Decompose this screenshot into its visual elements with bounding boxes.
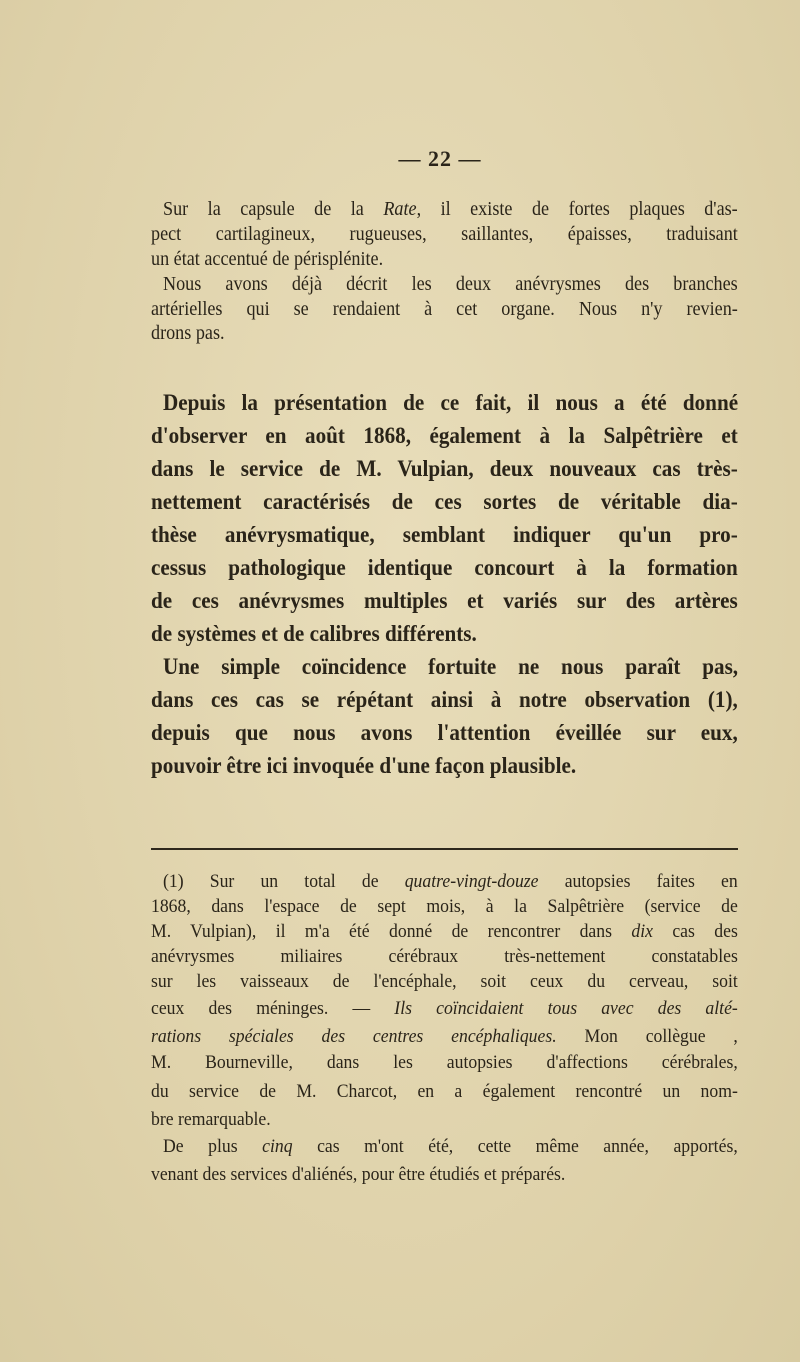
italic-text: Ils coïncidaient tous avec des alté- bbox=[394, 998, 738, 1019]
text-line bbox=[151, 249, 738, 271]
italic-text: Rate bbox=[383, 199, 417, 220]
italic-text: rations spéciales des centres encéphaliques. bbox=[151, 1026, 557, 1047]
text-run: , il existe de fortes plaques d'as- bbox=[416, 199, 738, 220]
text-run: thèse anévrysmatique, semblant indiquer qu'un pro- bbox=[151, 522, 738, 548]
text-run: drons pas. bbox=[151, 323, 225, 344]
text-line bbox=[151, 753, 738, 780]
footnote-divider bbox=[151, 848, 738, 850]
text-line bbox=[151, 1026, 738, 1048]
text-line bbox=[151, 946, 738, 968]
text-line bbox=[151, 998, 738, 1020]
text-run: bre remarquable. bbox=[151, 1109, 271, 1130]
text-run: Mon collègue , bbox=[556, 1026, 738, 1047]
text-line bbox=[151, 323, 738, 345]
text-run: Nous avons déjà décrit les deux anévrysmes des branches bbox=[163, 274, 738, 295]
text-line bbox=[151, 1109, 738, 1131]
text-line bbox=[163, 274, 738, 296]
italic-text: cinq bbox=[262, 1136, 293, 1157]
text-run: sur les vaisseaux de l'encéphale, soit ceux du cerveau, soit bbox=[151, 971, 738, 992]
text-run: venant des services d'aliénés, pour être étudiés et préparés. bbox=[151, 1164, 566, 1185]
text-run: de systèmes et de calibres différents. bbox=[151, 621, 477, 647]
text-line bbox=[151, 423, 738, 450]
text-run: Une simple coïncidence fortuite ne nous paraît pas, bbox=[163, 654, 739, 680]
text-run: d'observer en août 1868, également à la Salpêtrière et bbox=[151, 423, 738, 449]
text-run: dans le service de M. Vulpian, deux nouveaux cas très- bbox=[151, 456, 738, 482]
text-line bbox=[151, 921, 738, 943]
text-line bbox=[163, 1136, 738, 1158]
text-run: cessus pathologique identique concourt à la formation bbox=[151, 555, 738, 581]
text-line bbox=[151, 489, 738, 516]
text-run: pouvoir être ici invoquée d'une façon plausible. bbox=[151, 753, 577, 779]
text-line bbox=[163, 390, 738, 417]
text-line bbox=[151, 1052, 738, 1074]
text-run: ceux des méninges. — bbox=[151, 998, 395, 1019]
text-run: M. Vulpian), il m'a été donné de rencontrer dans bbox=[151, 921, 632, 942]
italic-text: dix bbox=[631, 921, 653, 942]
text-run: Sur la capsule de la bbox=[163, 199, 384, 220]
text-line bbox=[151, 1081, 738, 1103]
text-run: cas des bbox=[652, 921, 738, 942]
text-line bbox=[151, 522, 738, 549]
text-line bbox=[163, 654, 738, 681]
text-line bbox=[151, 456, 738, 483]
italic-text: quatre-vingt-douze bbox=[404, 871, 539, 892]
text-line bbox=[151, 1164, 738, 1186]
text-run: (1) Sur un total de bbox=[163, 871, 405, 892]
text-line bbox=[151, 224, 738, 246]
text-run: Depuis la présentation de ce fait, il nous a été donné bbox=[163, 390, 739, 416]
text-line bbox=[151, 971, 738, 993]
text-run: du service de M. Charcot, en a également rencontré un nom- bbox=[151, 1081, 738, 1102]
text-run: de ces anévrysmes multiples et variés sur des artères bbox=[151, 588, 738, 614]
text-run: anévrysmes miliaires cérébraux très-nettement constatables bbox=[151, 946, 738, 967]
text-run: autopsies faites en bbox=[538, 871, 738, 892]
text-run: De plus bbox=[163, 1136, 263, 1157]
text-line bbox=[151, 555, 738, 582]
text-run: M. Bourneville, dans les autopsies d'affections cérébrales, bbox=[151, 1052, 738, 1073]
text-run: artérielles qui se rendaient à cet organe. Nous n'y revien- bbox=[151, 299, 738, 320]
text-line bbox=[163, 871, 738, 893]
text-run: un état accentué de périsplénite. bbox=[151, 249, 384, 270]
text-line bbox=[151, 621, 738, 648]
text-run: pect cartilagineux, rugueuses, saillantes, épaisses, traduisant bbox=[151, 224, 738, 245]
text-line bbox=[151, 299, 738, 321]
text-run: 1868, dans l'espace de sept mois, à la Salpêtrière (service de bbox=[151, 896, 738, 917]
text-line bbox=[151, 588, 738, 615]
text-run: dans ces cas se répétant ainsi à notre observation (1), bbox=[151, 687, 738, 713]
text-run: nettement caractérisés de ces sortes de véritable dia- bbox=[151, 489, 738, 515]
page-number: — 22 — bbox=[398, 146, 482, 171]
text-run: depuis que nous avons l'attention éveillée sur eux, bbox=[151, 720, 738, 746]
text-line bbox=[151, 720, 738, 747]
text-line bbox=[151, 896, 738, 918]
text-line bbox=[163, 199, 738, 221]
text-line bbox=[151, 687, 738, 714]
text-run: cas m'ont été, cette même année, apportés, bbox=[292, 1136, 738, 1157]
